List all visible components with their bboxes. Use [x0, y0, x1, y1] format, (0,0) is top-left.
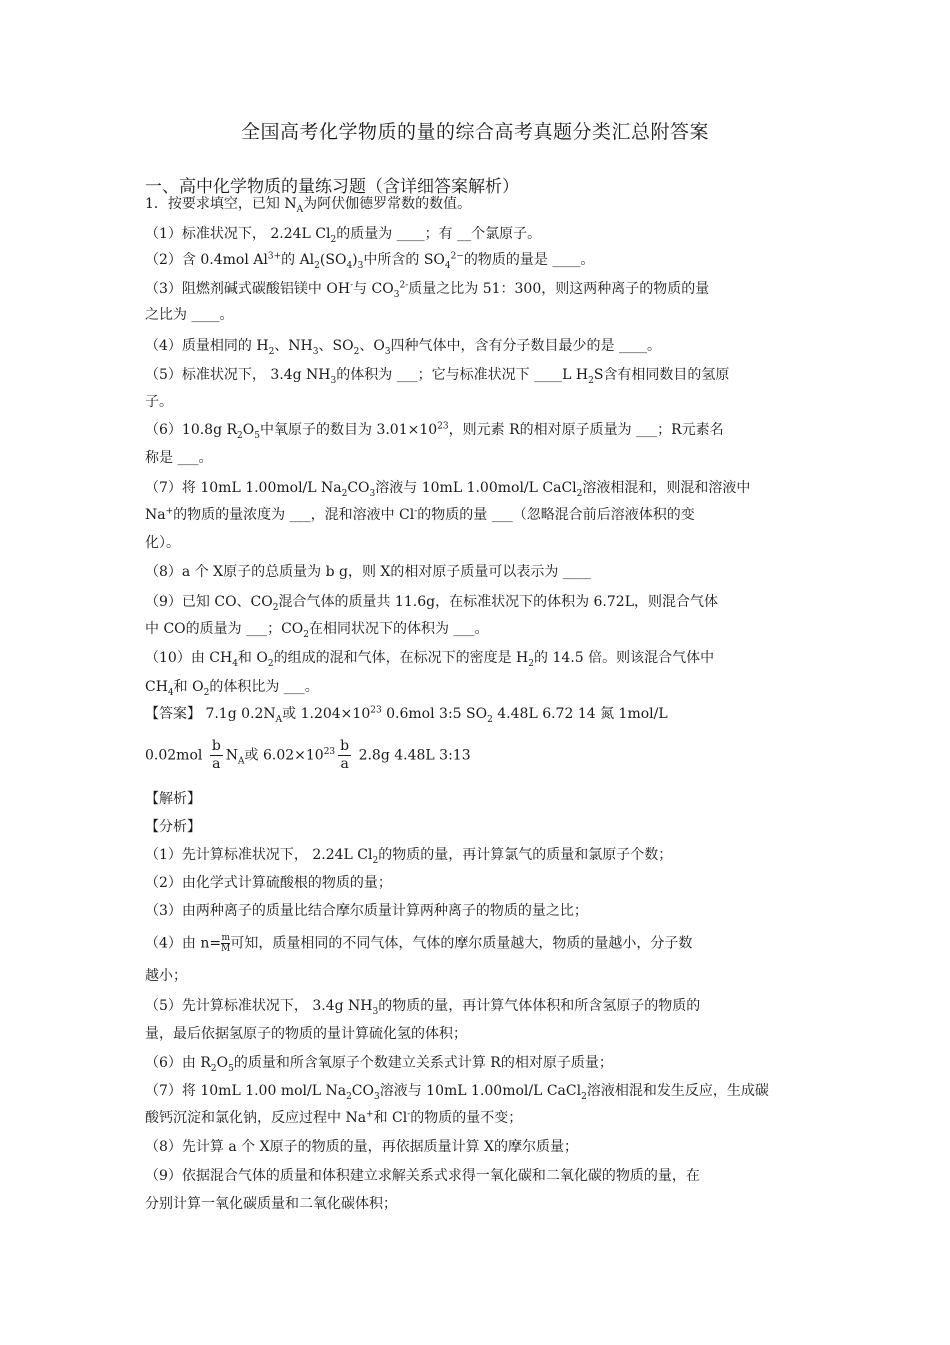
fraction-b-over-a-2: $\frac{b}{a}$	[340, 738, 350, 772]
question-part-5-cont: 子。	[145, 394, 173, 410]
question-part-9: （9）已知 CO、$CO_2$混合气体的质量共 11.6g，在标准状况下的体积为 6.72L，则混合气体	[145, 594, 718, 613]
question-part-3: （3）阻燃剂碱式碳酸铝镁中 OH-与 $CO_3^{2-}$质量之比为 51：300，则这两种离子的物质的量	[145, 280, 710, 300]
section-heading: 一、高中化学物质的量练习题（含详细答案解析）	[145, 177, 519, 197]
analysis-sublabel: 【分析】	[145, 819, 201, 835]
answer-label: 【答案】	[145, 706, 201, 722]
fraction-m-over-M: $\frac{m}{M}$	[221, 933, 231, 954]
analysis-label: 【解析】	[145, 791, 201, 807]
analysis-step-3: （3）由两种离子的质量比结合摩尔质量计算两种离子的物质的量之比；	[145, 903, 588, 919]
analysis-step-7: （7）将 10mL 1.00 mol/L $Na_2CO_3$溶液与 10mL 1.00mol/L CaCl$_2$溶液相混和发生反应，生成碳	[145, 1083, 769, 1102]
question-part-7-cont: Na+的物质的量浓度为 ___，混和溶液中 Cl-的物质的量 ___（忽略混合前后溶液体积的变	[145, 506, 695, 523]
answer-line-2: 0.02mol $\frac{b}{a}$ $N_A$或 $6.02\times 10^{23}$ $\frac{b}{a}$ 2.8g 4.48L 3:13	[145, 738, 471, 772]
answer-line-1: 【答案】 7.1g $0.2N_A$或 $1.204\times 10^{23}$ 0.6mol 3:5 $SO_2$ 4.48L 6.72 14 氮 1mol/L	[145, 705, 668, 725]
question-part-10-cont: $CH_4$和 $O_2$的体积比为 ___。	[145, 679, 319, 698]
question-part-9-cont: 中 CO的质量为 ___；$CO_2$在相同状况下的体积为 ___。	[145, 621, 489, 640]
question-part-2: （2）含 0.4mol $Al^{3+}$的 $Al_2(SO_4)_3$中所含的 $SO_4^{2-}$的物质的量是 ____。	[145, 251, 595, 271]
question-part-1: （1）标准状况下， 2.24L $Cl_2$的质量为 ____；有 __个氯原子。	[145, 226, 542, 245]
question-part-6: （6）10.8g $R_2O_5$中氧原子的数目为 $3.01\times 10^{23}$，则元素 R的相对原子质量为 ___；R元素名	[145, 421, 724, 441]
analysis-step-8: （8）先计算 a 个 X原子的物质的量，再依据质量计算 X的摩尔质量；	[145, 1139, 578, 1155]
question-intro: 1．按要求填空，已知 $N_A$为阿伏伽德罗常数的数值。	[145, 196, 472, 215]
analysis-step-7-cont: 酸钙沉淀和氯化钠，反应过程中 Na+和 Cl-的物质的量不变；	[145, 1109, 523, 1126]
question-part-4: （4）质量相同的 $H_2$、$NH_3$、$SO_2$、$O_3$四种气体中，含有分子数目最少的是 ____。	[145, 338, 661, 357]
question-part-7-end: 化）。	[145, 535, 180, 551]
question-part-5: （5）标准状况下， 3.4g $NH_3$的体积为 ___；它与标准状况下 ____L $H_2S$含有相同数目的氢原	[145, 367, 730, 386]
analysis-step-4: （4）由 n= $\frac{m}{M}$ 可知，质量相同的不同气体，气体的摩尔质量越大，物质的量越小，分子数	[145, 933, 693, 954]
analysis-step-4-cont: 越小；	[145, 968, 187, 984]
analysis-step-6: （6）由 $R_2O_5$的质量和所含氧原子个数建立关系式计算 R的相对原子质量；	[145, 1055, 613, 1074]
question-part-6-cont: 称是 ___。	[145, 450, 213, 466]
analysis-step-9: （9）依据混合气体的质量和体积建立求解关系式求得一氧化碳和二氧化碳的物质的量，在	[145, 1168, 700, 1184]
fraction-b-over-a: $\frac{b}{a}$	[211, 738, 221, 772]
question-part-10: （10）由 $CH_4$和 $O_2$的组成的混和气体，在标况下的密度是 $H_2$的 14.5 倍。则该混合气体中	[145, 650, 715, 669]
analysis-step-9-cont: 分别计算一氧化碳质量和二氧化碳体积；	[145, 1196, 397, 1212]
document-title: 全国高考化学物质的量的综合高考真题分类汇总附答案	[240, 121, 709, 143]
question-part-3-cont: 之比为 ____。	[145, 307, 234, 323]
analysis-step-1: （1）先计算标准状况下， 2.24L $Cl_2$的物质的量，再计算氯气的质量和氯原子个数；	[145, 847, 673, 866]
analysis-step-5: （5）先计算标准状况下， 3.4g $NH_3$的物质的量，再计算气体体积和所含氢原子的物质的	[145, 998, 701, 1017]
analysis-step-5-cont: 量，最后依据氢原子的物质的量计算硫化氢的体积；	[145, 1026, 467, 1042]
question-part-8: （8）a 个 X原子的总质量为 b g，则 X的相对原子质量可以表示为 ____	[145, 564, 591, 580]
question-part-7: （7）将 10mL 1.00mol/L $Na_2CO_3$溶液与 10mL 1.00mol/L CaCl$_2$溶液相混和，则混和溶液中	[145, 480, 751, 499]
analysis-step-2: （2）由化学式计算硫酸根的物质的量；	[145, 875, 392, 891]
